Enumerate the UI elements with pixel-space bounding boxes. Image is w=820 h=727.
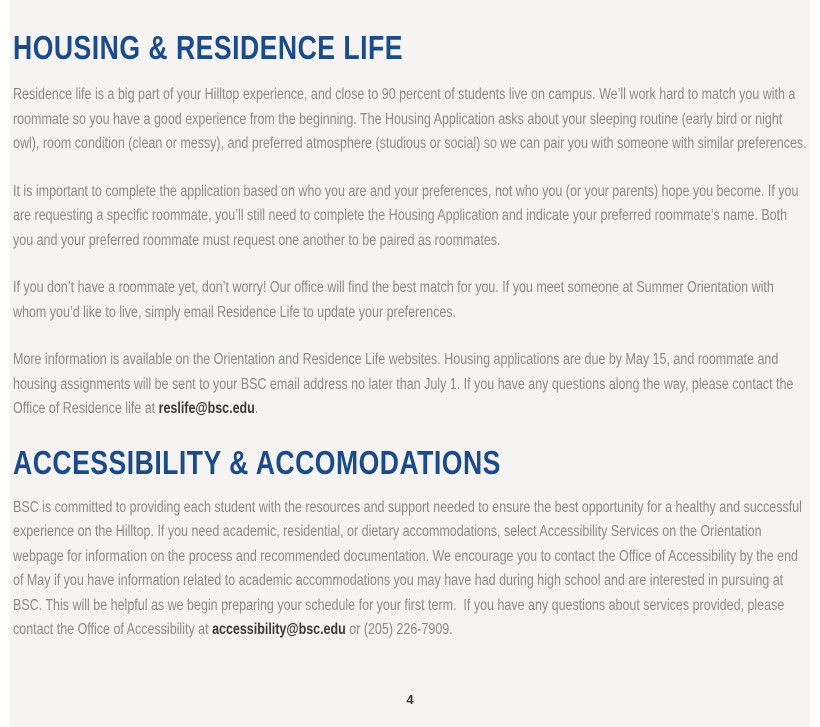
section-title-housing: HOUSING & RESIDENCE LIFE (13, 29, 403, 66)
paragraph-text: More information is available on the Orientation and Residence Life websites. Housing applications are due by May 15, and roommate and housing assignments will be sent to your BSC email address no later than July 1. If you have any questions along the way, please contact the Office of Residence life at (13, 351, 797, 417)
section-accessibility (13, 445, 807, 643)
paragraph-housing-2 (13, 180, 807, 254)
paragraph-text: It is important to complete the application based on who you are and your preferences, not who you (or your parents) hope you become. If you are requesting a specific roommate, you’ll still need to complete the Housing Application and indicate your preferred roommate’s name. Both you and your preferred roommate must request one another to be paired as roommates. (13, 182, 802, 249)
document-page (10, 0, 810, 727)
email-accessibility: accessibility@bsc.edu (212, 621, 346, 638)
section-housing (13, 30, 807, 422)
paragraph-accessibility-1 (13, 496, 807, 643)
paragraph-housing-3 (13, 276, 807, 325)
paragraph-text: or (205) 226-7909. (345, 621, 453, 638)
page-content (13, 30, 807, 643)
paragraph-text: BSC is committed to providing each student with the resources and support needed to ensure the best opportunity for a healthy and successful experience on the Hilltop. If you need academic, residential, or dietary accommodations, select Accessibility Services on the Orientation webpage for information on the process and recommended documentation. We encourage you to contact the Office of Accessibility by the end of May if you have information related to academic accommodations you may have had during high school and are interested in pursuing at BSC. This will be helpful as we begin preparing your schedule for your first term. If you have any questions about services provided, please contact the Office of Accessibility at (13, 498, 806, 638)
paragraph-text: . (254, 400, 259, 417)
email-reslife: reslife@bsc.edu (158, 400, 255, 417)
paragraph-housing-4 (13, 348, 807, 422)
page-number: 4 (406, 692, 414, 707)
section-title-accessibility: ACCESSIBILITY & ACCOMODATIONS (13, 443, 501, 481)
paragraph-text: Residence life is a big part of your Hilltop experience, and close to 90 percent of students live on campus. We’ll work hard to match you with a roommate so you have a good experience from the beginning. The Housing Application asks about your sleeping routine (early bird or night owl), room condition (clean or messy), and preferred atmosphere (studious or social) so we can pair you with someone with similar preferences. (13, 86, 807, 152)
paragraph-text: If you don’t have a roommate yet, don’t worry! Our office will find the best match for you. If you meet someone at Summer Orientation with whom you’d like to live, simply email Residence Life to update your preferences. (13, 279, 778, 321)
paragraph-housing-1 (13, 83, 807, 157)
